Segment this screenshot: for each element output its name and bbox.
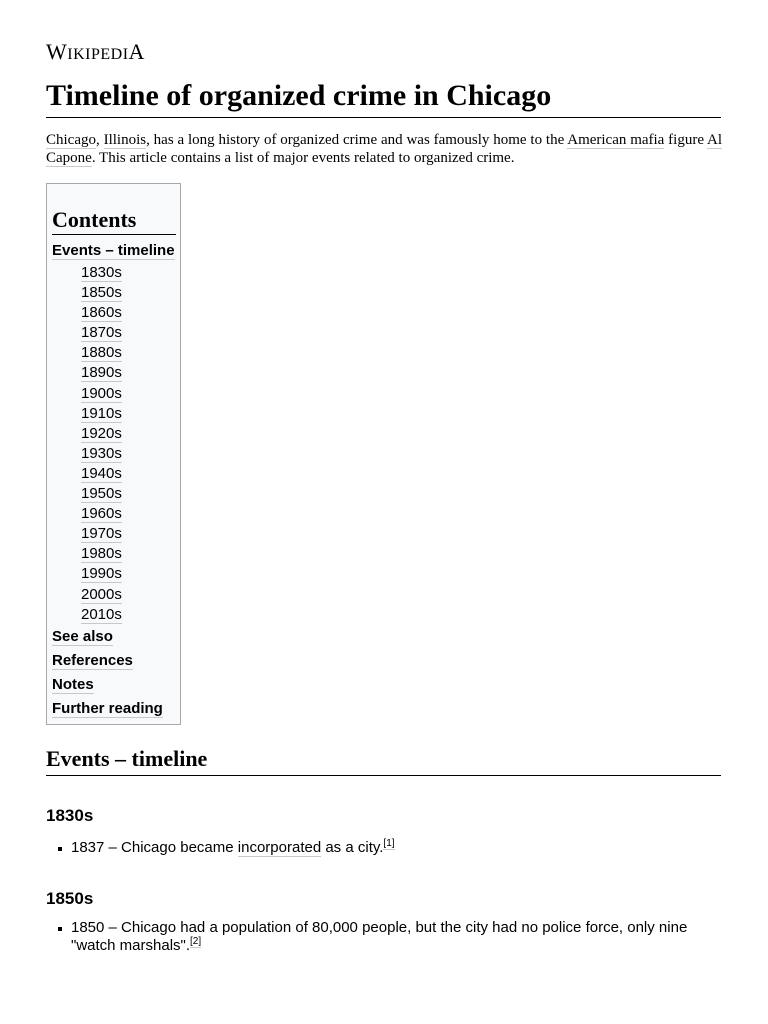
reference-superscript: [190, 936, 201, 948]
toc-item-references: [52, 649, 175, 673]
item-text: 1837 – Chicago became: [71, 839, 238, 856]
toc-item-1860s: [52, 303, 175, 323]
toc-item-1920s: [52, 424, 175, 444]
toc-link-see-also[interactable]: See also: [52, 627, 113, 645]
link-chicago[interactable]: Chicago: [46, 132, 96, 148]
toc-item-2010s: [52, 605, 175, 625]
toc-item-1930s: [52, 444, 175, 464]
toc-item-1960s: [52, 504, 175, 524]
toc-link-1860s[interactable]: 1860s: [81, 304, 122, 322]
toc-link-2010s[interactable]: 2010s: [81, 605, 122, 623]
intro-paragraph: [46, 132, 722, 167]
toc-link-1980s[interactable]: 1980s: [81, 545, 122, 563]
toc-link-1850s[interactable]: 1850s: [81, 284, 122, 302]
toc-link-1830s[interactable]: 1830s: [81, 264, 122, 281]
toc-link-1880s[interactable]: 1880s: [81, 344, 122, 362]
table-of-contents: [46, 183, 181, 725]
link-al-capone[interactable]: Al Capone: [46, 132, 722, 166]
toc-link-2000s[interactable]: 2000s: [81, 585, 122, 603]
toc-item-events-timeline: [52, 239, 175, 263]
toc-item-1900s: [52, 384, 175, 404]
reference-link-1[interactable]: [1]: [383, 838, 395, 849]
toc-item-notes: [52, 673, 175, 697]
toc-link-1970s[interactable]: 1970s: [81, 525, 122, 543]
toc-link-references[interactable]: References: [52, 651, 133, 669]
item-text-tail: as a city.: [321, 839, 384, 856]
intro-text-1: , has a long history of organized crime and was famously home to the: [146, 132, 568, 148]
toc-link-1930s[interactable]: 1930s: [81, 444, 122, 462]
wordmark-letter-a: A: [128, 39, 145, 64]
intro-text-2: figure: [664, 132, 707, 148]
toc-item-further-reading: [52, 697, 175, 721]
toc-link-notes[interactable]: Notes: [52, 675, 94, 693]
wikipedia-wordmark[interactable]: [46, 40, 145, 67]
toc-list: [52, 239, 175, 721]
toc-item-see-also: [52, 625, 175, 649]
intro-text-3: . This article contains a list of major events related to organized crime.: [91, 149, 515, 166]
toc-link-1960s[interactable]: 1960s: [81, 505, 122, 523]
toc-link-further-reading[interactable]: Further reading: [52, 699, 163, 717]
toc-link-1940s[interactable]: 1940s: [81, 464, 122, 482]
toc-link-1990s[interactable]: 1990s: [81, 565, 122, 583]
link-illinois[interactable]: Illinois: [103, 132, 147, 148]
toc-item-1890s: [52, 363, 175, 383]
toc-item-2000s: [52, 585, 175, 605]
toc-item-1870s: [52, 323, 175, 343]
toc-link-events-timeline[interactable]: Events – timeline: [52, 242, 175, 259]
toc-link-1900s[interactable]: 1900s: [81, 384, 122, 402]
toc-item-1880s: [52, 343, 175, 363]
toc-item-1830s: [52, 263, 175, 283]
wordmark-letter-w: W: [46, 39, 68, 64]
section-heading-events-timeline: Events – timeline: [46, 744, 721, 776]
list-1850s: [46, 919, 722, 955]
page-title: Timeline of organized crime in Chicago: [46, 78, 721, 118]
section-heading-1830s: 1830s: [46, 806, 94, 825]
toc-item-1980s: [52, 544, 175, 564]
toc-link-1890s[interactable]: 1890s: [81, 364, 122, 382]
link-american-mafia[interactable]: American mafia: [567, 132, 665, 148]
toc-link-1950s[interactable]: 1950s: [81, 485, 122, 503]
toc-item-1990s: [52, 564, 175, 584]
link-incorporated[interactable]: incorporated: [237, 839, 322, 856]
reference-link-2[interactable]: [2]: [190, 936, 202, 947]
item-text: 1850 – Chicago had a population of 80,000 people, but the city had no police force, only nine "watch marshals".: [71, 919, 688, 954]
reference-superscript: [383, 838, 394, 850]
list-1830s: [46, 839, 722, 857]
toc-item-1850s: [52, 283, 175, 303]
toc-item-1970s: [52, 524, 175, 544]
list-item: [46, 839, 722, 857]
toc-link-1870s[interactable]: 1870s: [81, 324, 122, 342]
list-item: [46, 919, 722, 955]
toc-item-1910s: [52, 404, 175, 424]
toc-item-1940s: [52, 464, 175, 484]
intro-separator: ,: [96, 132, 104, 148]
toc-link-1920s[interactable]: 1920s: [81, 424, 122, 442]
toc-item-1950s: [52, 484, 175, 504]
section-heading-1850s: 1850s: [46, 889, 94, 908]
toc-link-1910s[interactable]: 1910s: [81, 404, 122, 422]
wordmark-letters-ikipedi: IKIPEDI: [67, 46, 129, 63]
toc-title: Contents: [52, 206, 176, 235]
